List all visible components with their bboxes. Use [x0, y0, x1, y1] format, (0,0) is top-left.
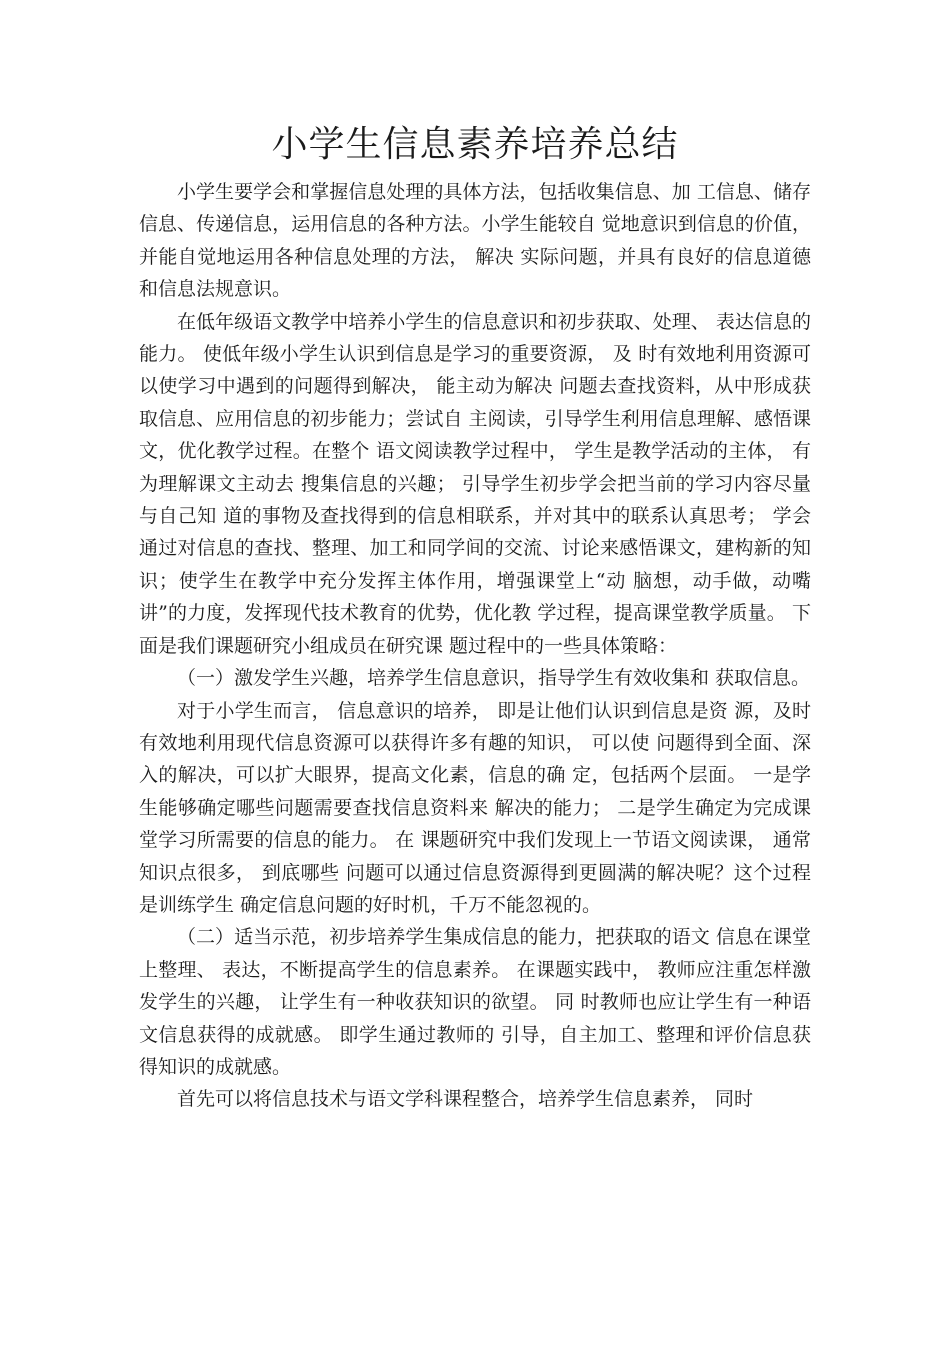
document-title: 小学生信息素养培养总结: [271, 124, 679, 165]
section-heading-1: （一）激发学生兴趣，培养学生信息意识，指导学生有效收集和 获取信息。: [177, 667, 811, 690]
document-body: [139, 176, 811, 1116]
paragraph-3: 对于小学生而言， 信息意识的培养， 即是让他们认识到信息是资 源，及时有效地利用现代信息资源可以获得许多有趣的知识， 可以使 问题得到全面、深入的解决，可以扩大眼界，提高文化素，信息的确 定，包括两个层面。 一是学生能够确定哪些问题需要查找信息资料来 解决的能力； 二是学生确定为完成课堂学习所需要的信息的能力。 在 课题研究中我们发现上一节语文阅读课， 通常知识点很多， 到底哪些 问题可以通过信息资源得到更圆满的解决呢？这个过程是训练学生 确定信息问题的好时机，千万不能忽视的。: [139, 699, 811, 916]
paragraph-1: 小学生要学会和掌握信息处理的具体方法，包括收集信息、加 工信息、储存信息、传递信息，运用信息的各种方法。小学生能较自 觉地意识到信息的价值， 并能自觉地运用各种信息处理的方法， 解决 实际问题，并具有良好的信息道德和信息法规意识。: [139, 181, 811, 301]
paragraph-2: 在低年级语文教学中培养小学生的信息意识和初步获取、处理、 表达信息的能力。 使低年级小学生认识到信息是学习的重要资源， 及 时有效地利用资源可以使学习中遇到的问题得到解决， 能主动为解决 问题去查找资料，从中形成获取信息、应用信息的初步能力；尝试自 主阅读，引导学生利用信息理解、感悟课文，优化教学过程。在整个 语文阅读教学过程中， 学生是教学活动的主体， 有为理解课文主动去 搜集信息的兴趣； 引导学生初步学会把当前的学习内容尽量与自己知 道的事物及查找得到的信息相联系，并对其中的联系认真思考； 学会 通过对信息的查找、整理、加工和同学间的交流、讨论来感悟课文，建构新的知识；使学生在教学中充分发挥主体作用，增强课堂上“动 脑想，动手做，动嘴讲”的力度，发挥现代技术教育的优势，优化教 学过程，提高课堂教学质量。 下面是我们课题研究小组成员在研究课 题过程中的一些具体策略：: [139, 310, 811, 657]
section-heading-2: （二）适当示范，初步培养学生集成信息的能力，把获取的语文 信息在课堂上整理、 表达，不断提高学生的信息素养。 在课题实践中， 教师应注重怎样激发学生的兴趣， 让学生有一种收获知识的欲望。 同 时教师也应让学生有一种语文信息获得的成就感。 即学生通过教师的 引导，自主加工、整理和评价信息获得知识的成就感。: [139, 926, 811, 1078]
paragraph-4: 首先可以将信息技术与语文学科课程整合，培养学生信息素养， 同时: [177, 1088, 754, 1111]
